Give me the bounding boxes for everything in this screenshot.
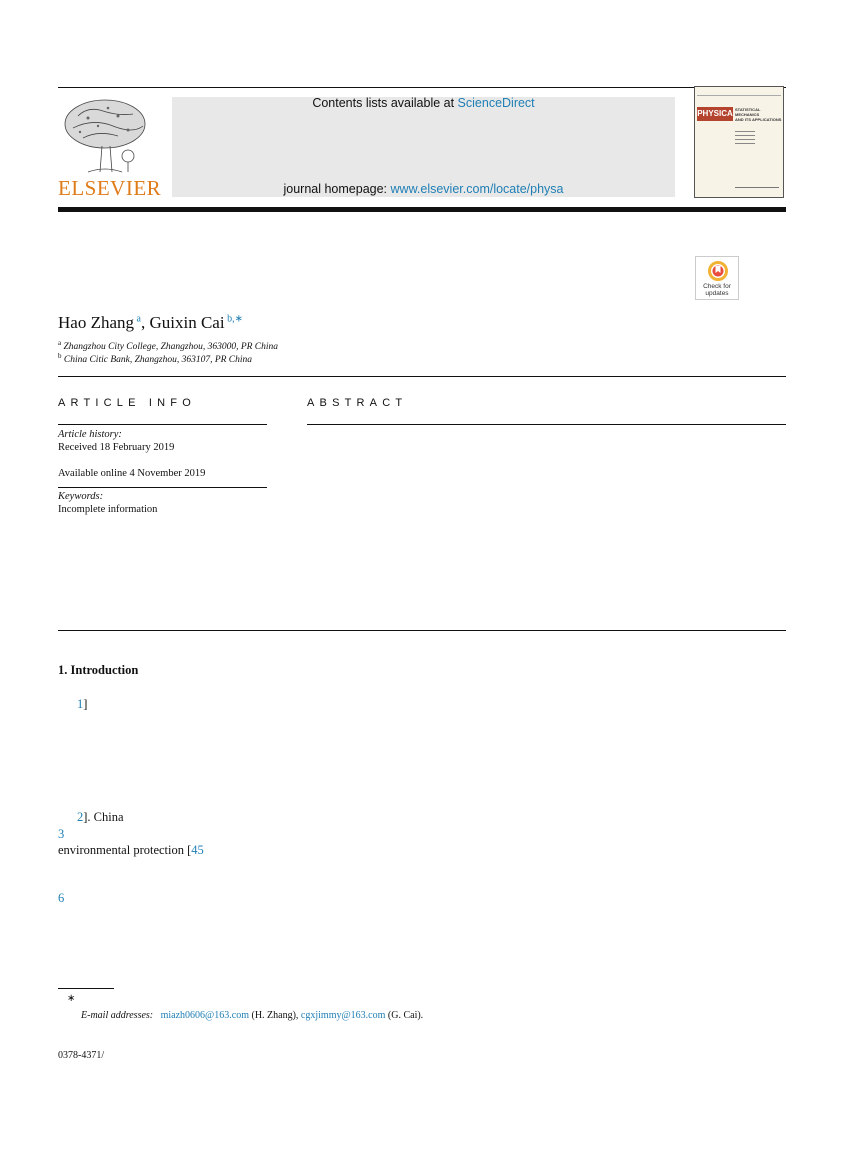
affiliation-text: China Citic Bank, Zhangzhou, 363107, PR China <box>63 355 253 366</box>
front-matter-end-rule <box>58 630 786 631</box>
affiliation-a <box>58 339 278 352</box>
citation-link[interactable]: 3 <box>58 827 65 841</box>
journal-cover[interactable] <box>694 86 784 198</box>
keywords-label: Keywords: <box>58 491 104 502</box>
cover-subtitle <box>735 107 783 122</box>
top-rule <box>58 87 786 88</box>
citation-tail: ]. China <box>83 810 124 824</box>
keywords-rule <box>58 487 267 488</box>
introduction-heading: 1. Introduction <box>58 663 139 677</box>
cover-bottom-rule <box>735 187 779 188</box>
citation-link[interactable]: 1 <box>77 697 84 711</box>
intro-fragment-1 <box>77 697 87 712</box>
author-name: Hao Zhang <box>58 313 135 332</box>
citation-link[interactable]: 6 <box>58 891 65 905</box>
affiliation-mark: a <box>58 339 62 347</box>
sciencedirect-link[interactable]: ScienceDirect <box>457 96 535 110</box>
cover-editor-lines <box>735 131 755 147</box>
email-link[interactable]: cgxjimmy@163.com <box>300 1010 386 1021</box>
check-for-updates-badge[interactable] <box>695 256 739 300</box>
email-owner: (G. Cai). <box>387 1010 424 1021</box>
homepage-line <box>172 182 675 196</box>
available-date: Available online 4 November 2019 <box>58 468 206 479</box>
author-separator: , <box>140 313 150 332</box>
intro-text: environmental protection [ <box>58 843 192 857</box>
cover-subtitle-1: STATISTICAL MECHANICS <box>735 107 761 117</box>
cover-title: PHYSICA <box>697 107 733 121</box>
footnote-rule <box>58 988 114 989</box>
abstract-rule <box>307 424 786 425</box>
check-updates-icon <box>708 261 728 281</box>
homepage-prefix: journal homepage: <box>283 182 391 196</box>
affiliation-text: Zhangzhou City College, Zhangzhou, 363000, PR China <box>63 342 279 353</box>
cover-subtitle-2: AND ITS APPLICATIONS <box>735 117 782 122</box>
received-date: Received 18 February 2019 <box>58 442 175 453</box>
affiliation-mark: b <box>58 352 62 360</box>
citation-link[interactable]: 2 <box>77 810 84 824</box>
footnote-emails <box>81 1010 423 1021</box>
check-updates-line1: Check for <box>703 283 731 290</box>
header-thick-rule <box>58 207 786 212</box>
email-owner: (H. Zhang), <box>251 1010 299 1021</box>
email-link[interactable]: miazh0606@163.com <box>160 1010 249 1021</box>
abstract-heading: ABSTRACT <box>307 397 408 409</box>
article-info-heading: ARTICLE INFO <box>58 397 196 409</box>
citation-link[interactable]: 45 <box>191 843 204 857</box>
email-label: E-mail addresses: <box>81 1010 154 1021</box>
journal-homepage-link[interactable]: www.elsevier.com/locate/physa <box>390 182 564 196</box>
contents-line <box>172 96 675 110</box>
author-affiliation-mark[interactable]: b,∗ <box>227 313 243 325</box>
history-label: Article history: <box>58 429 122 440</box>
affiliation-b <box>58 352 252 365</box>
footnote-star: ∗ <box>67 993 76 1004</box>
intro-fragment-4 <box>58 843 204 858</box>
cover-top-strip <box>697 89 781 96</box>
elsevier-wordmark: ELSEVIER <box>58 176 162 200</box>
article-info-rule <box>58 424 267 425</box>
keyword-item: Incomplete information <box>58 504 158 515</box>
author-list <box>58 313 243 333</box>
elsevier-tree-logo <box>58 96 152 176</box>
issn-line: 0378-4371/ <box>58 1050 105 1061</box>
author-affiliation-mark[interactable]: a <box>136 313 141 325</box>
contents-prefix: Contents lists available at <box>312 96 458 110</box>
citation-tail: ] <box>83 697 88 711</box>
check-updates-line2: updates <box>705 290 729 297</box>
intro-fragment-2 <box>77 810 124 825</box>
author-name: Guixin Cai <box>149 313 225 332</box>
affiliation-rule <box>58 376 786 377</box>
